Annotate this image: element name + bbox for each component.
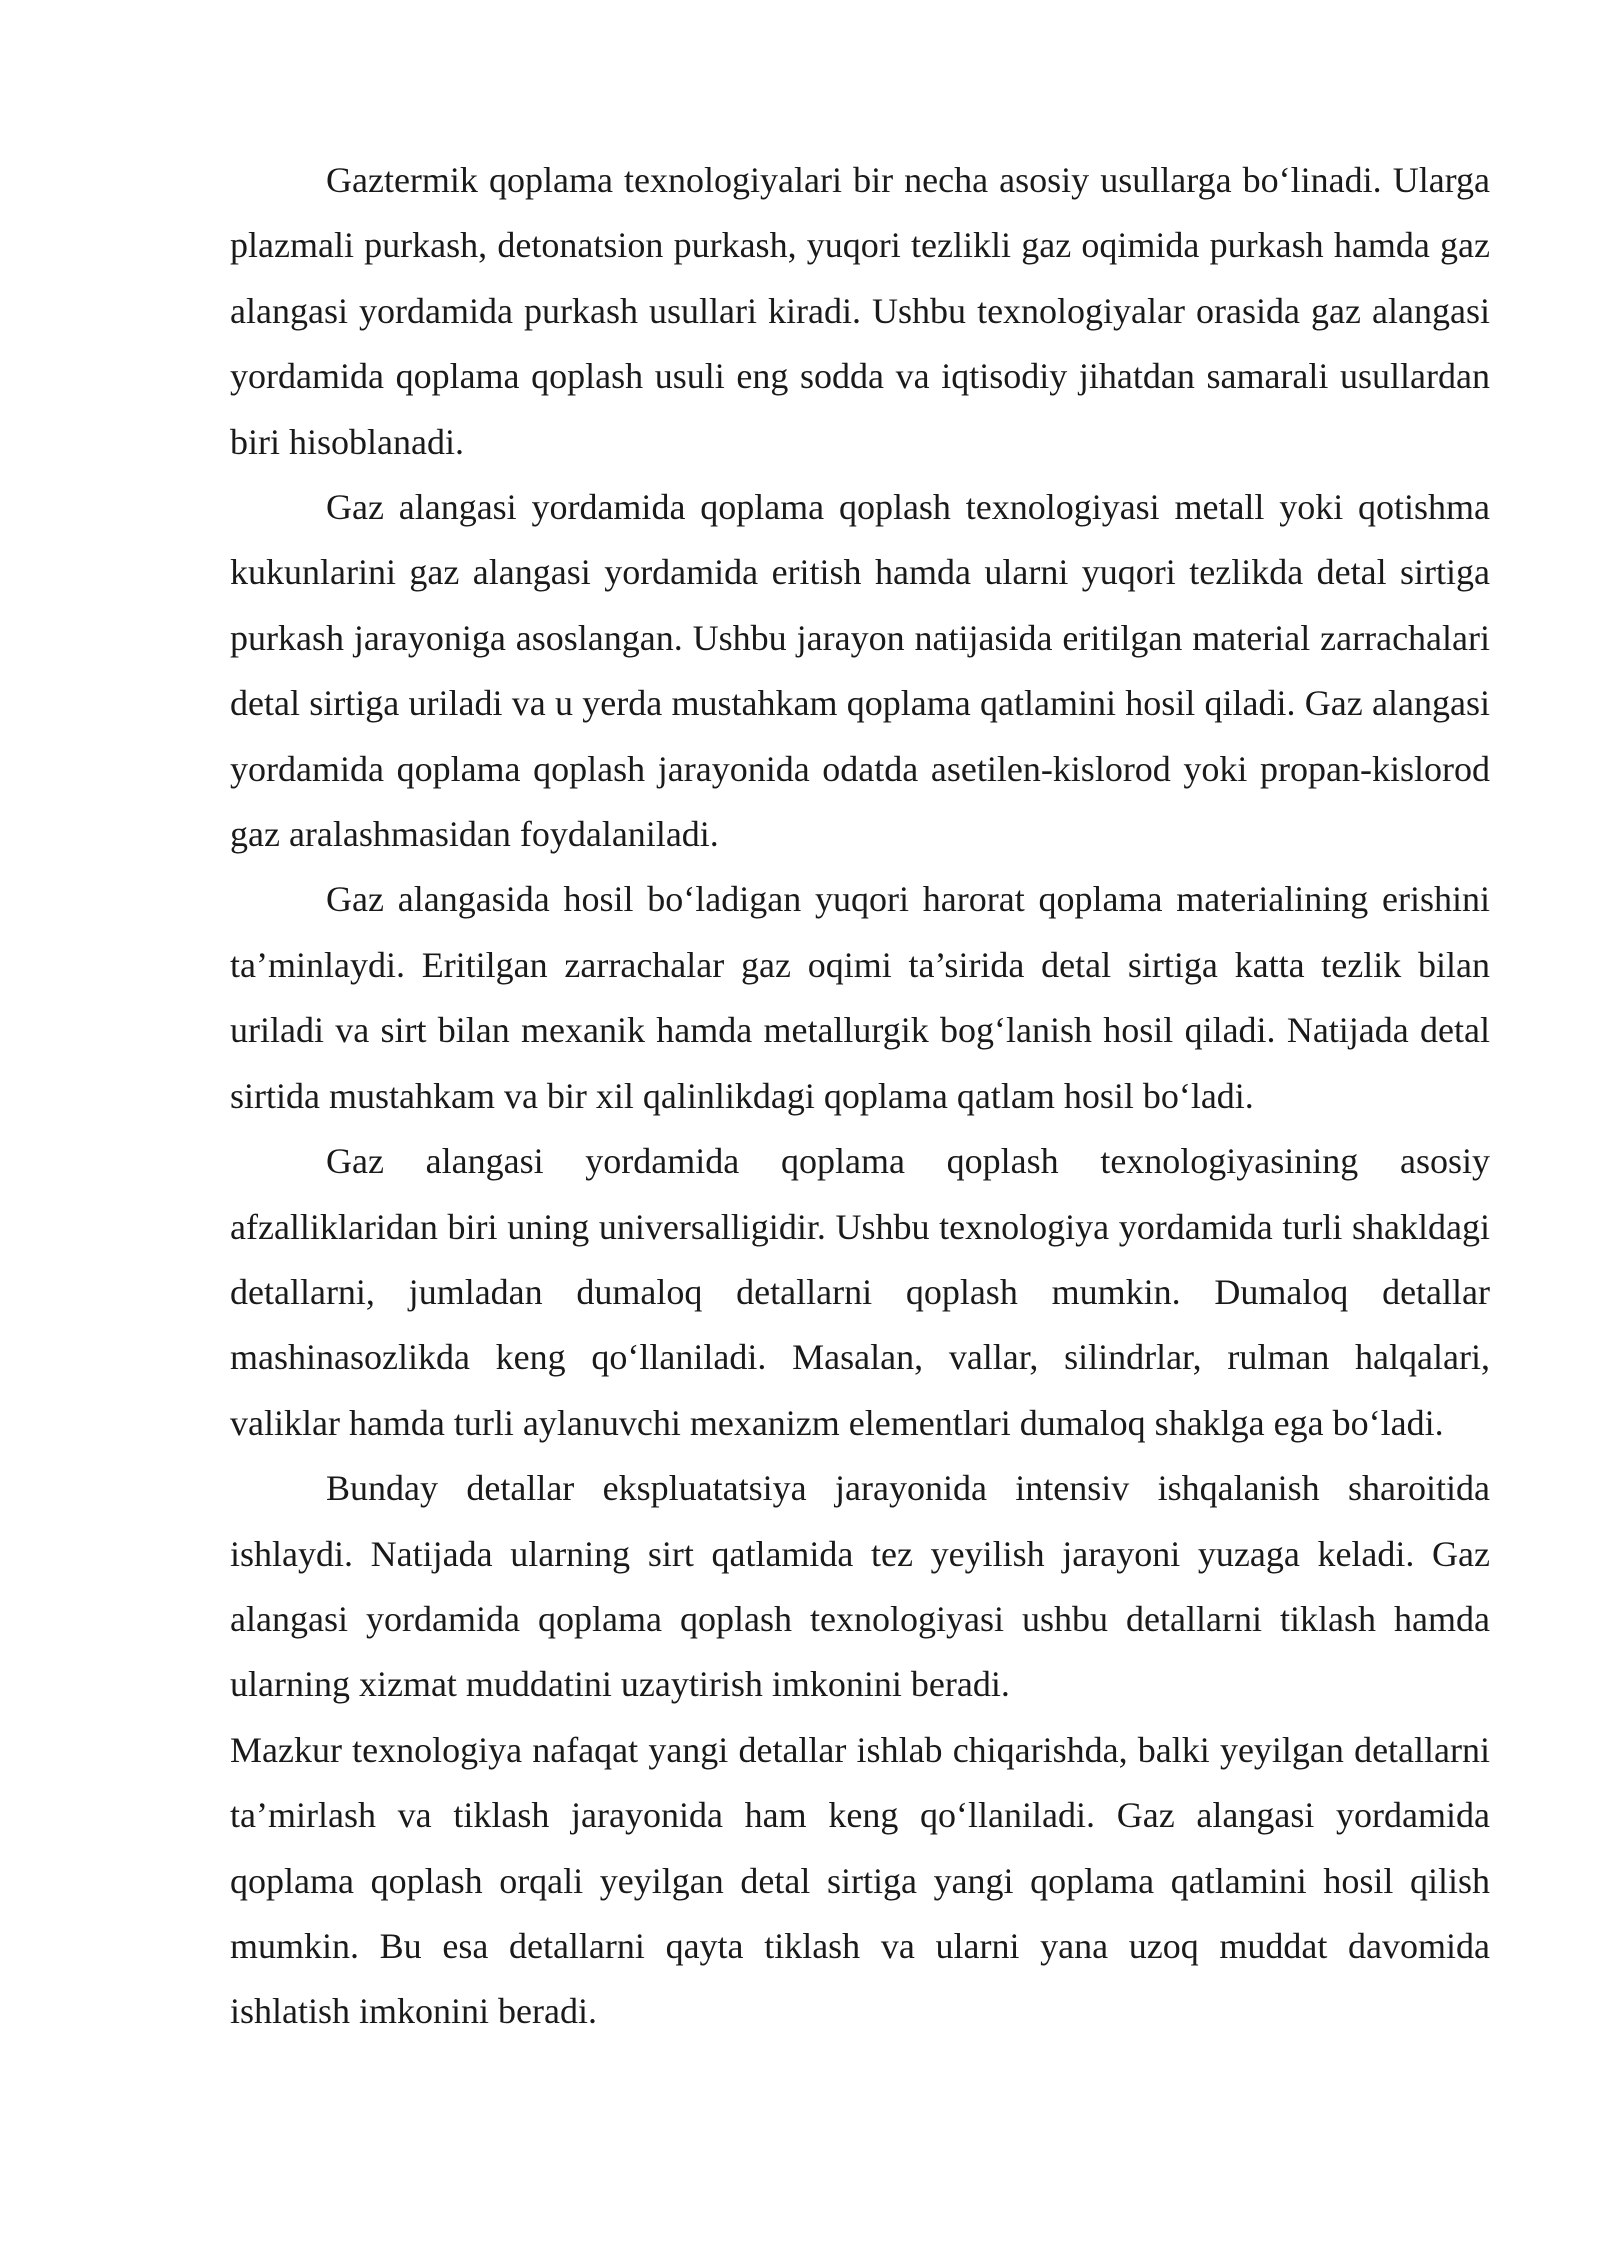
paragraph-2: Gaz alangasi yordamida qoplama qoplash texnologiyasi metall yoki qotishma kukunlarini gaz alangasi yordamida eritish hamda ularni yuqori tezlikda detal sirtiga purkash jarayoniga asoslangan. Ushbu jarayon natijasida eritilgan material zarrachalari detal sirtiga uriladi va u yerda mustahkam qoplama qatlamini hosil qiladi. Gaz alangasi yordamida qoplama qoplash jarayonida odatda asetilen-kislorod yoki propan-kislorod gaz aralashmasidan foydalaniladi. bbox=[230, 487, 1490, 855]
paragraph-3: Gaz alangasida hosil bo‘ladigan yuqori harorat qoplama materialining erishini ta’minlaydi. Eritilgan zarrachalar gaz oqimi ta’sirida detal sirtiga katta tezlik bilan uriladi va sirt bilan mexanik hamda metallurgik bog‘lanish hosil qiladi. Natijada detal sirtida mustahkam va bir xil qalinlikdagi qoplama qatlam hosil bo‘ladi. bbox=[230, 879, 1490, 1116]
paragraph-4: Gaz alangasi yordamida qoplama qoplash texnologiyasining asosiy afzalliklaridan biri uning universalligidir. Ushbu texnologiya yordamida turli shakldagi detallarni, jumladan dumaloq detallarni qoplash mumkin. Dumaloq detallar mashinasozlikda keng qo‘llaniladi. Masalan, vallar, silindrlar, rulman halqalari, valiklar hamda turli aylanuvchi mexanizm elementlari dumaloq shaklga ega bo‘ladi. bbox=[230, 1141, 1490, 1443]
body-text bbox=[230, 148, 1490, 2045]
paragraph-5: Bunday detallar ekspluatatsiya jarayonida intensiv ishqalanish sharoitida ishlaydi. Natijada ularning sirt qatlamida tez yeyilish jarayoni yuzaga keladi. Gaz alangasi yordamida qoplama qoplash texnologiyasi ushbu detallarni tiklash hamda ularning xizmat muddatini uzaytirish imkonini beradi. bbox=[230, 1468, 1490, 1705]
paragraph-6: Mazkur texnologiya nafaqat yangi detallar ishlab chiqarishda, balki yeyilgan detallarni ta’mirlash va tiklash jarayonida ham keng qo‘llaniladi. Gaz alangasi yordamida qoplama qoplash orqali yeyilgan detal sirtiga yangi qoplama qatlamini hosil qilish mumkin. Bu esa detallarni qayta tiklash va ularni yana uzoq muddat davomida ishlatish imkonini beradi. bbox=[230, 1729, 1490, 2032]
paragraph-1: Gaztermik qoplama texnologiyalari bir necha asosiy usullarga bo‘linadi. Ularga plazmali purkash, detonatsion purkash, yuqori tezlikli gaz oqimida purkash hamda gaz alangasi yordamida purkash usullari kiradi. Ushbu texnologiyalar orasida gaz alangasi yordamida qoplama qoplash usuli eng sodda va iqtisodiy jihatdan samarali usullardan biri hisoblanadi. bbox=[230, 160, 1490, 462]
